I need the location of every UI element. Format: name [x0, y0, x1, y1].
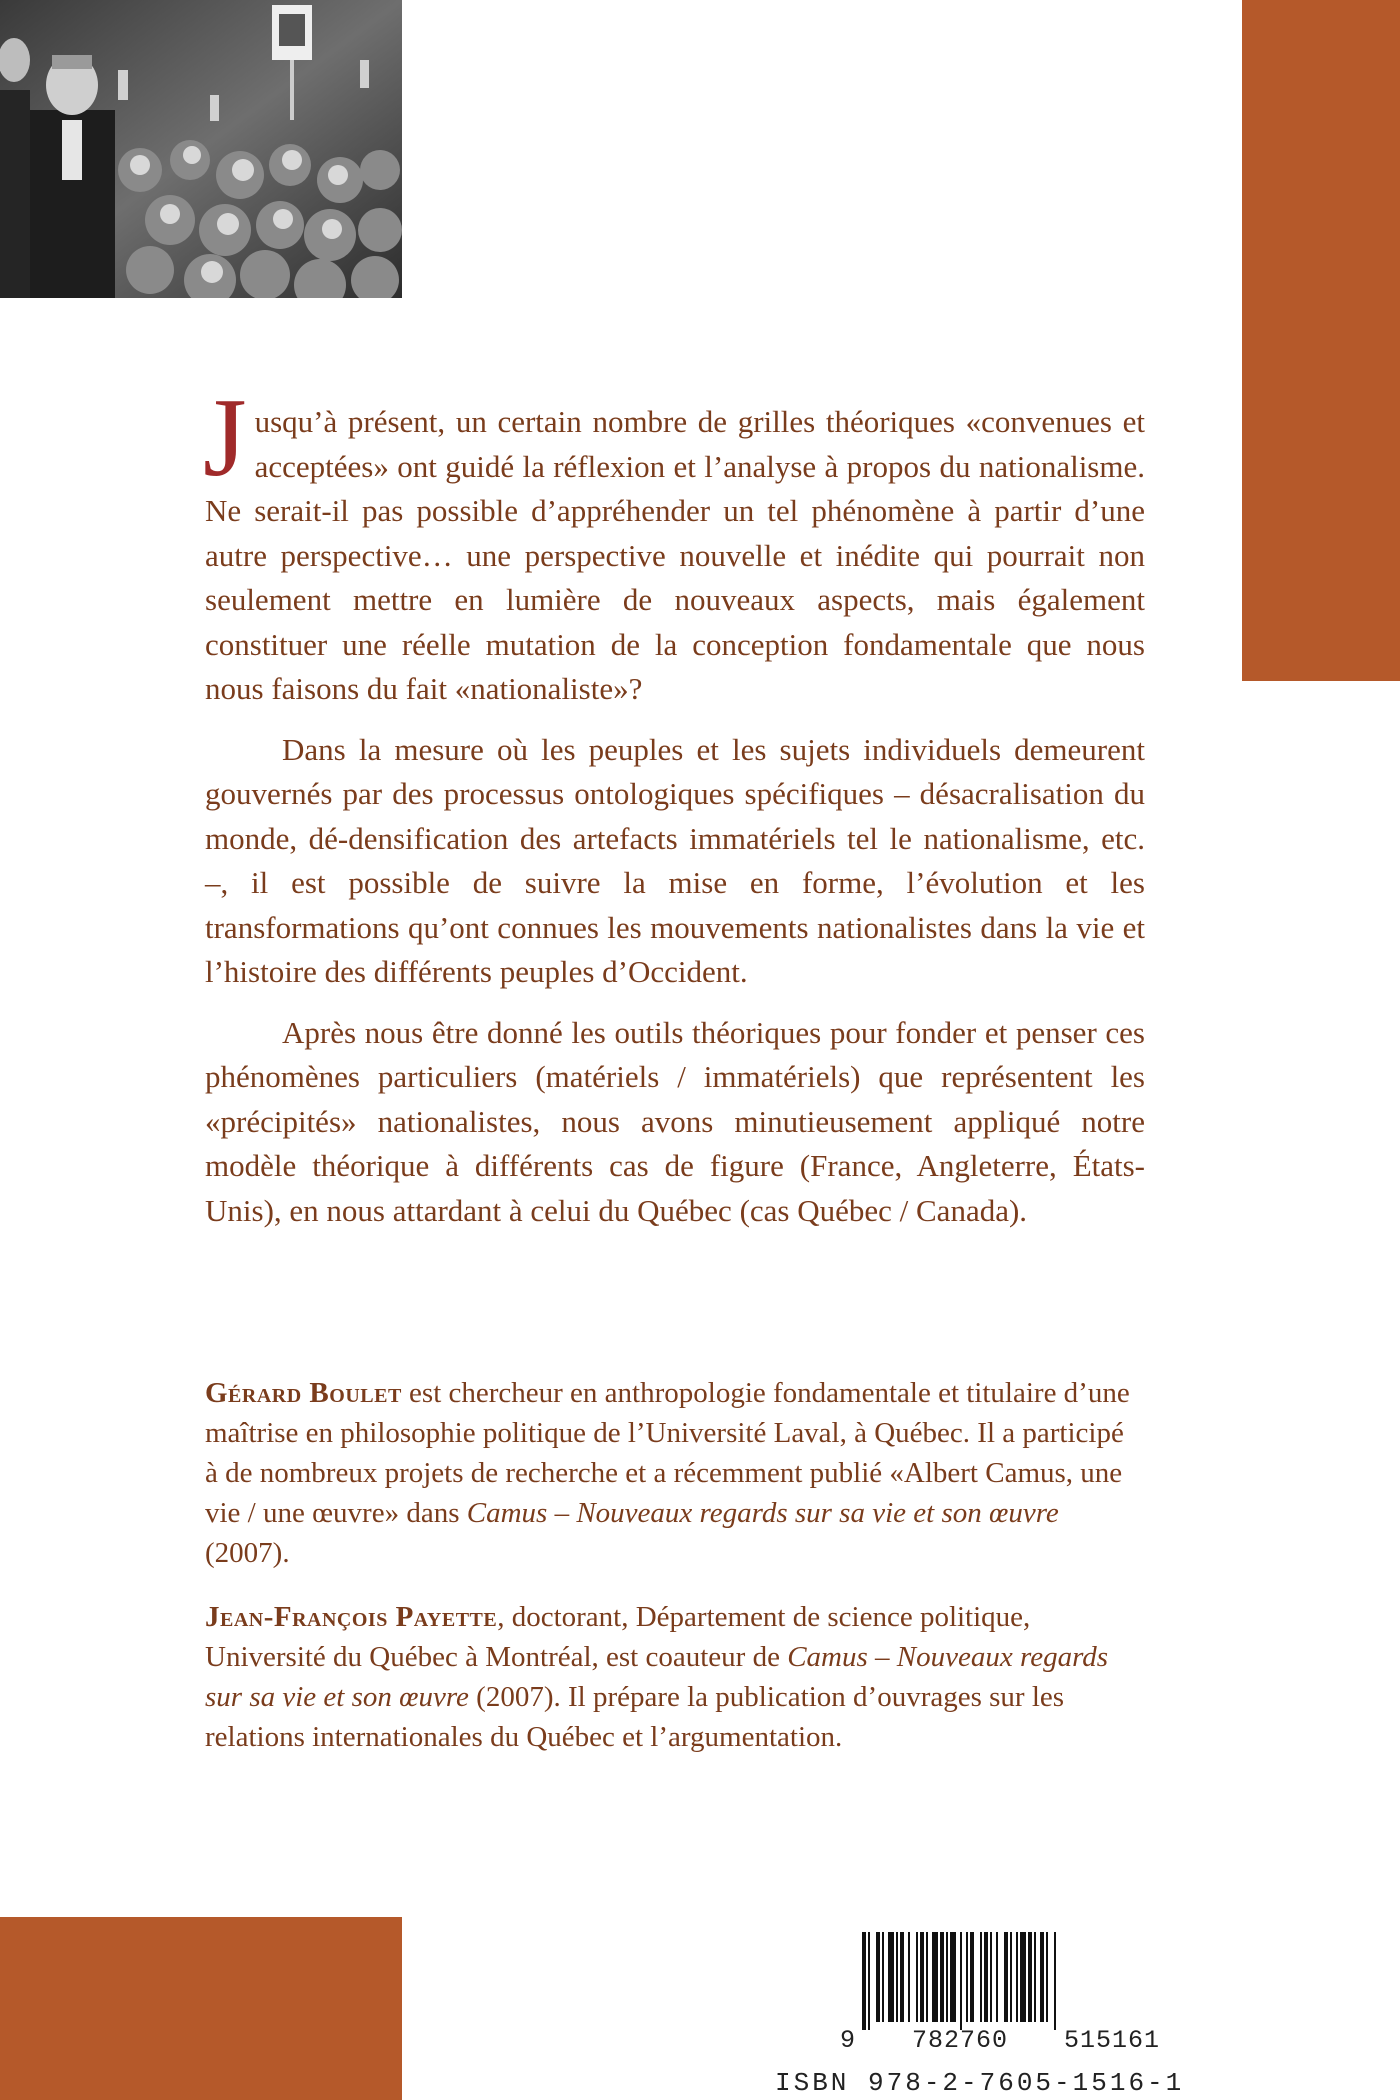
barcode-bar: [926, 1932, 928, 2022]
bio-payette: [205, 1597, 1135, 1757]
barcode-bar: [946, 1932, 948, 2022]
summary-paragraph-1: [203, 376, 1145, 712]
barcode-bars: [840, 1930, 1160, 2030]
barcode-bar: [1034, 1932, 1036, 2022]
barcode-bar: [984, 1932, 988, 2022]
barcode-bar: [908, 1932, 910, 2022]
barcode-bar: [920, 1932, 924, 2022]
barcode-bar: [990, 1932, 992, 2022]
barcode-bar: [966, 1932, 968, 2022]
bio-text: est chercheur en anthropologie fondamentale et titulaire d’une maîtrise en philosophie politique de l’Université Laval, à Québec. Il a participé à de nombreux projets de recherche et a récemment publié «Albert Camus, une vie / une œuvre» dans: [205, 1377, 1130, 1529]
barcode-bar: [1020, 1932, 1026, 2022]
barcode-bar: [868, 1932, 870, 2030]
barcode-bar: [916, 1932, 918, 2022]
author-name: Jean-François Payette: [205, 1601, 498, 1633]
cover-photo: [0, 0, 402, 298]
bio-boulet: [205, 1373, 1135, 1573]
drop-cap: J: [203, 376, 247, 500]
barcode-bar: [862, 1932, 866, 2030]
summary-paragraph-2: Dans la mesure où les peuples et les sujets individuels demeurent gouvernés par des processus ontologiques spécifiques – désacralisation du monde, dé-densification des artefacts immatériels tel le nationalisme, etc. –, il est possible de suivre la mise en forme, l’évolution et les transformations qu’ont connues les mouvements nationalistes dans la vie et l’histoire des différents peuples d’Occident.: [205, 731, 1145, 989]
author-name: Gérard Boulet: [205, 1377, 402, 1409]
barcode-bar: [1040, 1932, 1044, 2022]
crowd-photo-icon: [0, 0, 402, 298]
barcode-bar: [1046, 1932, 1048, 2022]
barcode-bar: [980, 1932, 982, 2022]
barcode-bar: [888, 1932, 894, 2022]
barcode-digits: [840, 2026, 1160, 2055]
barcode-bar: [1004, 1932, 1008, 2022]
barcode-bar: [1010, 1932, 1012, 2022]
summary-paragraph-3: Après nous être donné les outils théoriques pour fonder et penser ces phénomènes particuliers (matériels / immatériels) que représentent les «précipités» nationalistes, nous avons minutieusement appliqué notre modèle théorique à différents cas de figure (France, Angleterre, États-Unis), en nous attardant à celui du Québec (cas Québec / Canada).: [205, 1014, 1145, 1228]
back-cover-summary: [203, 376, 1145, 1249]
barcode-bar: [932, 1932, 938, 2022]
barcode-bar: [940, 1932, 944, 2022]
barcode-bar: [876, 1932, 880, 2022]
bio-text-end: (2007). Il prépare la publication d’ouvrages sur les relations internationales du Québec et l’argumentation.: [205, 1681, 1065, 1753]
barcode-bar: [1028, 1932, 1032, 2022]
barcode-bar: [1016, 1932, 1018, 2022]
barcode-digits-right: 515161: [1063, 2026, 1160, 2055]
barcode-bar: [896, 1932, 898, 2022]
author-bios: [205, 1373, 1135, 1781]
barcode-bar: [882, 1932, 884, 2022]
barcode-bar: [1054, 1932, 1056, 2030]
accent-block-bottom-left: [0, 1917, 402, 2100]
barcode-bar: [950, 1932, 956, 2022]
summary-paragraph-1-text: usqu’à présent, un certain nombre de grilles théoriques «convenues et acceptées» ont guidé la réflexion et l’analyse à propos du nationalisme. Ne serait-il pas possible d’appréhender un tel phénomène à partir d’une autre perspective… une perspective nouvelle et inédite qui pourrait non seulement mettre en lumière de nouveaux aspects, mais également constituer une réelle mutation de la conception fondamentale que nous nous faisons du fait «nationaliste»?: [205, 404, 1145, 706]
isbn-number: ISBN 978-2-7605-1516-1: [775, 2068, 1185, 2098]
barcode-bar: [970, 1932, 974, 2022]
barcode-bar: [900, 1932, 904, 2022]
book-title: Camus – Nouveaux regards sur sa vie et son œuvre: [205, 1641, 1109, 1713]
book-title: Camus – Nouveaux regards sur sa vie et son œuvre: [466, 1497, 1059, 1529]
accent-block-top-right: [1242, 0, 1400, 681]
barcode-bar: [960, 1932, 962, 2030]
barcode-bar: [996, 1932, 998, 2022]
bio-text: , doctorant, Département de science politique, Université du Québec à Montréal, est coauteur de: [205, 1601, 1031, 1673]
barcode-digit-lead: 9: [840, 2026, 857, 2055]
barcode-digits-left: 782760: [911, 2026, 1008, 2055]
bio-text-end: (2007).: [205, 1537, 290, 1569]
